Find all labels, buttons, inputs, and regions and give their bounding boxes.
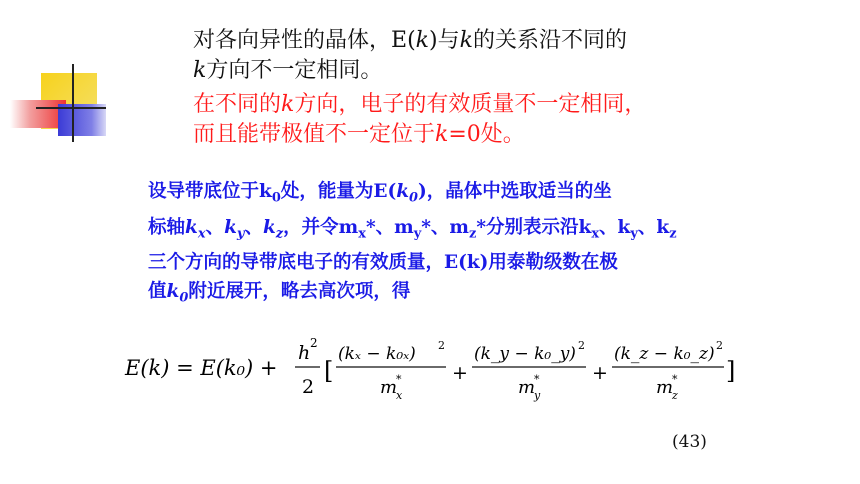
anisotropy-line-1: 对各向异性的晶体，E(k)与k的关系沿不同的 (193, 28, 627, 53)
effective-mass-line-2: 而且能带极值不一定位于k=0处。 (193, 122, 525, 147)
formula-mz-star: * (672, 373, 678, 386)
taylor-line-2: 标轴$k_x$、$k_y$、$k_z$，并令$m_x*$、$m_y*$、$m_z*$分别表示沿$k_x$、$k_y$、$k_z$ (148, 216, 677, 242)
formula-z-square: 2 (716, 339, 723, 352)
anisotropy-line-2: k方向不一定相同。 (193, 58, 383, 83)
formula-mz-m: m (656, 377, 674, 398)
formula-z-numerator: (k_z − k₀_z) (614, 344, 715, 364)
formula-mx-star: * (396, 373, 402, 386)
formula-mx-sub: x (396, 389, 403, 402)
formula-y-square: 2 (578, 339, 585, 352)
taylor-line-4: 值$k_0$附近展开，略去高次项，得 (148, 281, 411, 307)
formula-bracket-close: ] (726, 357, 736, 385)
equation-number: (43) (672, 432, 707, 452)
taylor-expansion-paragraph (148, 177, 748, 313)
formula-bracket-open: [ (324, 357, 334, 385)
formula-x-square: 2 (438, 339, 445, 352)
formula-plus-1: + (452, 362, 468, 384)
taylor-line-3: 三个方向的导带底电子的有效质量，E(k)用泰勒级数在极 (148, 252, 618, 274)
anisotropy-paragraph (193, 26, 753, 86)
decoration-vertical-line (72, 64, 74, 142)
formula-h-exponent: 2 (310, 336, 318, 350)
decoration-horizontal-line (36, 107, 106, 109)
formula-lhs: E(k) = E(k₀) + (125, 356, 278, 380)
formula-h: h (298, 342, 311, 364)
formula-my-star: * (534, 373, 540, 386)
formula-two: 2 (302, 376, 315, 398)
formula-mx-m: m (380, 377, 398, 398)
formula-svg (120, 335, 740, 415)
effective-mass-line-1: 在不同的k方向，电子的有效质量不一定相同， (193, 92, 647, 117)
taylor-line-1: 设导带底位于$k_0$处，能量为$E(k_0)$，晶体中选取适当的坐 (148, 181, 612, 206)
formula-plus-2: + (592, 362, 608, 384)
formula-my-m: m (518, 377, 536, 398)
energy-expansion-formula (120, 335, 740, 415)
formula-x-numerator: (kₓ − k₀ₓ) (338, 344, 416, 364)
formula-mz-sub: z (672, 389, 678, 402)
effective-mass-paragraph (193, 90, 793, 150)
formula-my-sub: y (534, 389, 541, 402)
formula-y-numerator: (k_y − k₀_y) (474, 344, 576, 364)
